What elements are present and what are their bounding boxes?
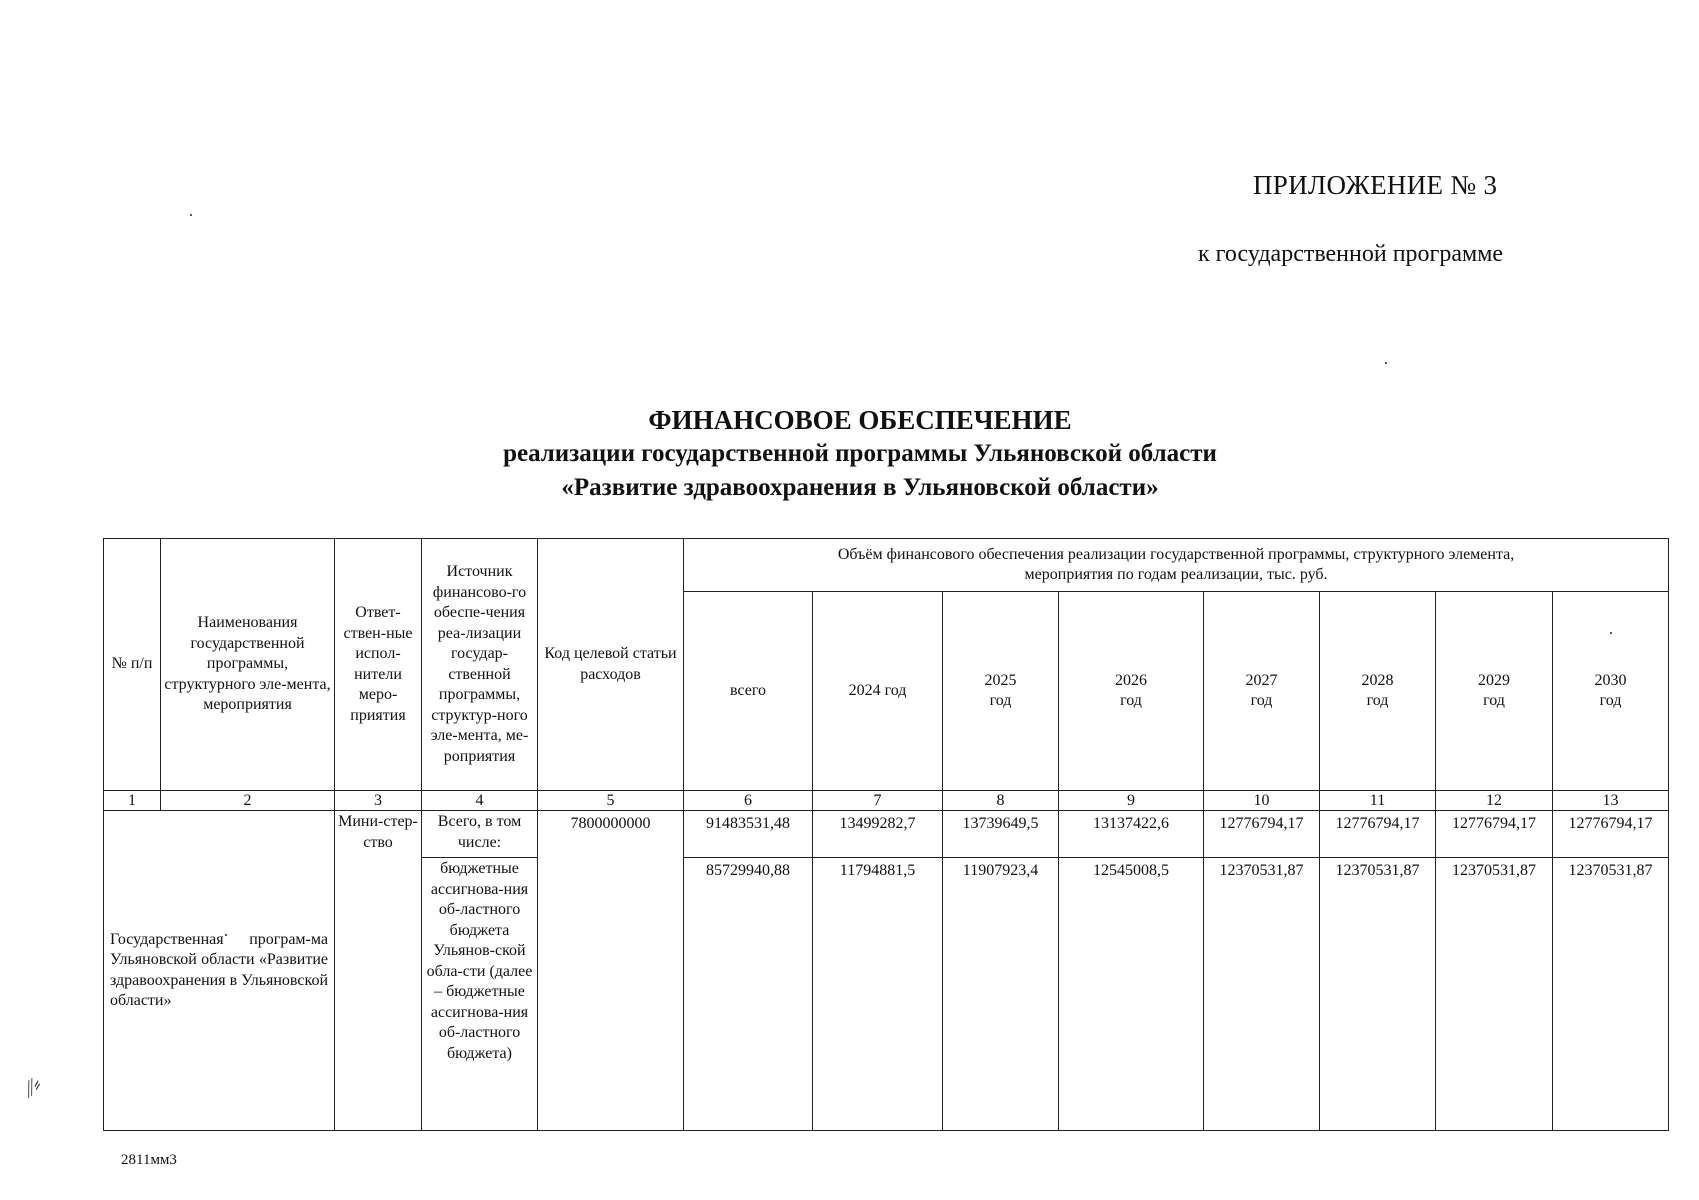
header-year-2027: 2027 год bbox=[1204, 592, 1320, 791]
program-executor: Мини-стер-ство bbox=[335, 811, 422, 1131]
source-total-label: Всего, в том числе: bbox=[422, 811, 538, 858]
heading-line-3: «Развитие здравоохранения в Ульяновской области» bbox=[561, 474, 1159, 501]
header-source: Источник финансово-го обеспе-чения реа-лизации государ-ственной программы, структур-ного эле-мента, ме-роприятия bbox=[422, 539, 538, 791]
scan-speck bbox=[190, 214, 192, 216]
column-number: 11 bbox=[1320, 791, 1436, 811]
row-total-2025: 13739649,5 bbox=[943, 811, 1059, 858]
row-total-2027: 12776794,17 bbox=[1204, 811, 1320, 858]
heading-line-2: реализации государственной программы Ульяновской области bbox=[503, 440, 1217, 467]
header-year-2024: 2024 год bbox=[813, 592, 943, 791]
row-budget-2029: 12370531,87 bbox=[1436, 858, 1553, 1131]
row-budget-2027: 12370531,87 bbox=[1204, 858, 1320, 1131]
program-name-cell bbox=[104, 811, 335, 1131]
header-year-2026: 2026 год bbox=[1059, 592, 1204, 791]
column-number: 3 bbox=[335, 791, 422, 811]
row-total-2024: 13499282,7 bbox=[813, 811, 943, 858]
column-number: 4 bbox=[422, 791, 538, 811]
column-number: 2 bbox=[161, 791, 335, 811]
financing-table bbox=[103, 538, 1669, 1131]
appendix-subtitle: к государственной программе bbox=[1198, 241, 1504, 267]
row-total-2026: 13137422,6 bbox=[1059, 811, 1204, 858]
header-total: всего bbox=[684, 592, 813, 791]
header-year-2030: 2030 год bbox=[1553, 592, 1669, 791]
row-budget-2028: 12370531,87 bbox=[1320, 858, 1436, 1131]
column-number: 12 bbox=[1436, 791, 1553, 811]
header-executor: Ответ-ствен-ные испол-нители меро-приятия bbox=[335, 539, 422, 791]
row-budget-2025: 11907923,4 bbox=[943, 858, 1059, 1131]
scan-speck bbox=[1385, 362, 1387, 364]
column-number: 8 bbox=[943, 791, 1059, 811]
header-volume-group: Объём финансового обеспечения реализации государственной программы, структурного элемента, мероприятия по годам реализации, тыс. руб. bbox=[684, 539, 1669, 592]
header-year-2029: 2029 год bbox=[1436, 592, 1553, 791]
row-budget-2026: 12545008,5 bbox=[1059, 858, 1204, 1131]
row-total-2029: 12776794,17 bbox=[1436, 811, 1553, 858]
column-number: 10 bbox=[1204, 791, 1320, 811]
row-total-value: 91483531,48 bbox=[684, 811, 813, 858]
program-code: 7800000000 bbox=[538, 811, 684, 1131]
appendix-title: ПРИЛОЖЕНИЕ № 3 bbox=[1253, 170, 1498, 200]
row-budget-2030: 12370531,87 bbox=[1553, 858, 1669, 1131]
column-number: 7 bbox=[813, 791, 943, 811]
footer-code: 2811мм3 bbox=[121, 1152, 177, 1168]
row-budget-2024: 11794881,5 bbox=[813, 858, 943, 1131]
header-year-2025: 2025 год bbox=[943, 592, 1059, 791]
heading-line-1: ФИНАНСОВОЕ ОБЕСПЕЧЕНИЕ bbox=[648, 405, 1072, 435]
header-num: № п/п bbox=[104, 539, 161, 791]
row-total-2028: 12776794,17 bbox=[1320, 811, 1436, 858]
column-number: 6 bbox=[684, 791, 813, 811]
document-heading bbox=[0, 403, 1699, 505]
column-number: 13 bbox=[1553, 791, 1669, 811]
row-total-2030: 12776794,17 bbox=[1553, 811, 1669, 858]
header-year-2028: 2028 год bbox=[1320, 592, 1436, 791]
source-budget-label: бюджетные ассигнова-ния об-ластного бюджета Ульянов-ской обла-сти (далее – бюджетные ассигнова-ния об-ластного бюджета) bbox=[422, 858, 538, 1131]
header-code: Код целевой статьи расходов bbox=[538, 539, 684, 791]
margin-scribble: ⁄⁄⸗ bbox=[19, 1071, 47, 1101]
row-budget-value: 85729940,88 bbox=[684, 858, 813, 1131]
header-name: Наименования государственной программы, структурного эле-мента, мероприятия bbox=[161, 539, 335, 791]
program-name: Государственная програм-ма Ульяновской области «Развитие здравоохранения в Ульяновской области» bbox=[110, 930, 328, 1009]
column-number: 1 bbox=[104, 791, 161, 811]
column-number: 9 bbox=[1059, 791, 1204, 811]
column-number: 5 bbox=[538, 791, 684, 811]
